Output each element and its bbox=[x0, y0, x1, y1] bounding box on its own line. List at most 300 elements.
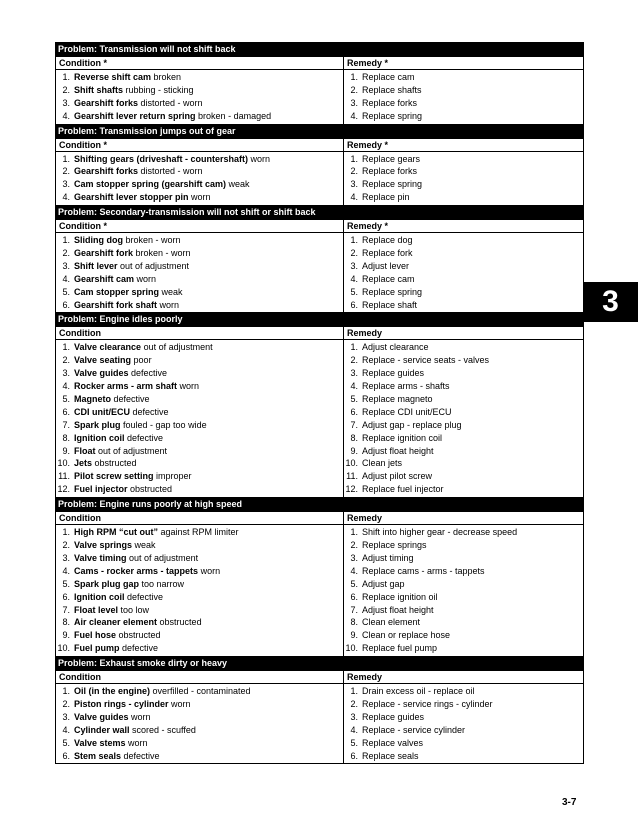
condition-detail: broken - worn bbox=[123, 235, 181, 246]
troubleshooting-table bbox=[55, 42, 584, 764]
condition-item bbox=[56, 380, 343, 393]
condition-item bbox=[56, 737, 343, 750]
problem-title: Problem: Engine idles poorly bbox=[56, 313, 584, 327]
remedy-text: Replace shaft bbox=[362, 299, 418, 310]
item-number: 1. bbox=[350, 235, 358, 246]
item-number: 4. bbox=[350, 110, 358, 121]
condition-header: Condition bbox=[56, 327, 344, 340]
condition-detail: defective bbox=[111, 394, 150, 405]
item-number: 3. bbox=[62, 179, 70, 190]
item-number: 2. bbox=[62, 248, 70, 259]
condition-part: Valve stems bbox=[74, 737, 126, 748]
remedy-header: Remedy bbox=[344, 671, 584, 684]
condition-part: Reverse shift cam bbox=[74, 72, 152, 82]
condition-part: Ignition coil bbox=[74, 591, 125, 602]
condition-part: Fuel pump bbox=[74, 643, 120, 654]
condition-item bbox=[56, 367, 343, 380]
item-number: 2. bbox=[62, 698, 70, 709]
condition-detail: fouled - gap too wide bbox=[120, 419, 207, 430]
condition-detail: weak bbox=[226, 179, 250, 190]
condition-item bbox=[56, 299, 343, 312]
condition-detail: defective bbox=[128, 368, 168, 379]
remedy-text: Replace ignition oil bbox=[362, 591, 438, 602]
item-number: 3. bbox=[62, 711, 70, 722]
remedy-item bbox=[344, 470, 583, 483]
remedy-text: Replace - service cylinder bbox=[362, 724, 466, 735]
remedy-item bbox=[344, 273, 583, 286]
items-row bbox=[56, 684, 584, 764]
condition-part: Pilot screw setting bbox=[74, 471, 154, 482]
remedy-text: Replace guides bbox=[362, 711, 425, 722]
condition-detail: out of adjustment bbox=[117, 260, 190, 271]
condition-detail: poor bbox=[131, 355, 152, 366]
item-number: 3. bbox=[62, 552, 70, 563]
condition-part: Gearshift fork bbox=[74, 248, 134, 259]
item-number: 5. bbox=[350, 394, 358, 405]
remedy-text: Replace fuel injector bbox=[362, 484, 444, 495]
remedy-text: Clean or replace hose bbox=[362, 630, 451, 641]
item-number: 1. bbox=[350, 153, 358, 164]
remedy-text: Replace shafts bbox=[362, 84, 422, 95]
item-number: 2. bbox=[350, 166, 358, 177]
condition-list bbox=[56, 151, 344, 206]
remedy-item bbox=[344, 432, 583, 445]
remedy-text: Adjust pilot screw bbox=[362, 471, 433, 482]
item-number: 2. bbox=[350, 355, 358, 366]
remedy-text: Adjust gap bbox=[362, 578, 405, 589]
remedy-list bbox=[344, 151, 584, 206]
condition-part: Shifting gears (driveshaft - countershaft) bbox=[74, 153, 249, 164]
item-number: 1. bbox=[62, 527, 70, 538]
item-number: 8. bbox=[350, 432, 358, 443]
remedy-text: Shift into higher gear - decrease speed bbox=[362, 527, 518, 538]
condition-item bbox=[56, 153, 343, 166]
remedy-text: Replace dog bbox=[362, 235, 413, 246]
condition-detail: worn bbox=[198, 565, 221, 576]
remedy-item bbox=[344, 191, 583, 204]
condition-part: Fuel injector bbox=[74, 484, 128, 495]
condition-item bbox=[56, 178, 343, 191]
condition-item bbox=[56, 578, 343, 591]
condition-item bbox=[56, 470, 343, 483]
remedy-item bbox=[344, 406, 583, 419]
remedy-text: Adjust float height bbox=[362, 604, 434, 615]
condition-part: Stem seals bbox=[74, 750, 122, 761]
remedy-text: Replace magneto bbox=[362, 394, 433, 405]
remedy-item bbox=[344, 178, 583, 191]
remedy-item bbox=[344, 247, 583, 260]
item-number: 6. bbox=[350, 750, 358, 761]
condition-item bbox=[56, 642, 343, 655]
remedy-list bbox=[344, 525, 584, 657]
problem-row bbox=[56, 43, 584, 57]
item-number: 2. bbox=[62, 540, 70, 551]
condition-item bbox=[56, 419, 343, 432]
condition-detail: defective bbox=[121, 750, 160, 761]
remedy-item bbox=[344, 724, 583, 737]
item-number: 4. bbox=[62, 381, 70, 392]
problem-title: Problem: Exhaust smoke dirty or heavy bbox=[56, 657, 584, 671]
remedy-item bbox=[344, 153, 583, 166]
item-number: 3. bbox=[350, 179, 358, 190]
item-number: 8. bbox=[62, 432, 70, 443]
remedy-text: Replace cams - arms - tappets bbox=[362, 565, 485, 576]
condition-item bbox=[56, 191, 343, 204]
remedy-text: Replace - service seats - valves bbox=[362, 355, 490, 366]
remedy-header: Remedy bbox=[344, 327, 584, 340]
condition-item bbox=[56, 711, 343, 724]
remedy-text: Adjust gap - replace plug bbox=[362, 419, 462, 430]
item-number: 2. bbox=[350, 248, 358, 259]
item-number: 5. bbox=[62, 394, 70, 405]
condition-item bbox=[56, 526, 343, 539]
remedy-text: Replace seals bbox=[362, 750, 419, 761]
condition-detail: defective bbox=[124, 432, 164, 443]
condition-header: Condition bbox=[56, 512, 344, 525]
item-number: 4. bbox=[350, 381, 358, 392]
item-number: 5. bbox=[350, 286, 358, 297]
remedy-text: Replace cam bbox=[362, 72, 415, 82]
remedy-item bbox=[344, 97, 583, 110]
problem-row bbox=[56, 313, 584, 327]
item-number: 1. bbox=[62, 153, 70, 164]
remedy-text: Clean element bbox=[362, 617, 421, 628]
condition-detail: defective bbox=[124, 591, 164, 602]
remedy-item bbox=[344, 367, 583, 380]
remedy-text: Adjust lever bbox=[362, 260, 410, 271]
condition-item bbox=[56, 71, 343, 84]
item-number: 3. bbox=[350, 552, 358, 563]
remedy-item bbox=[344, 616, 583, 629]
item-number: 4. bbox=[350, 192, 358, 203]
items-row bbox=[56, 151, 584, 206]
condition-detail: out of adjustment bbox=[141, 342, 213, 353]
remedy-item bbox=[344, 260, 583, 273]
condition-detail: obstructed bbox=[127, 484, 173, 495]
items-row bbox=[56, 233, 584, 313]
remedy-header: Remedy * bbox=[344, 220, 584, 233]
item-number: 2. bbox=[350, 84, 358, 95]
item-number: 1. bbox=[350, 72, 358, 82]
condition-item bbox=[56, 552, 343, 565]
condition-part: Cylinder wall bbox=[74, 724, 130, 735]
condition-item bbox=[56, 750, 343, 763]
condition-part: Spark plug gap bbox=[74, 578, 140, 589]
remedy-text: Adjust timing bbox=[362, 552, 414, 563]
remedy-item bbox=[344, 299, 583, 312]
remedy-item bbox=[344, 526, 583, 539]
condition-part: Shift shafts bbox=[74, 84, 124, 95]
condition-list bbox=[56, 684, 344, 764]
item-number: 4. bbox=[62, 724, 70, 735]
condition-list bbox=[56, 70, 344, 125]
remedy-text: Adjust clearance bbox=[362, 342, 429, 353]
condition-item bbox=[56, 629, 343, 642]
condition-list bbox=[56, 233, 344, 313]
condition-detail: worn bbox=[188, 192, 211, 203]
condition-part: Float bbox=[74, 445, 96, 456]
remedy-text: Replace springs bbox=[362, 540, 427, 551]
problem-row bbox=[56, 657, 584, 671]
remedy-text: Drain excess oil - replace oil bbox=[362, 686, 475, 697]
remedy-item bbox=[344, 552, 583, 565]
condition-part: Cam stopper spring bbox=[74, 286, 160, 297]
remedy-item bbox=[344, 354, 583, 367]
remedy-item bbox=[344, 578, 583, 591]
remedy-header: Remedy * bbox=[344, 57, 584, 70]
remedy-text: Replace cam bbox=[362, 273, 415, 284]
condition-item bbox=[56, 110, 343, 123]
remedy-list bbox=[344, 70, 584, 125]
condition-detail: worn bbox=[177, 381, 200, 392]
remedy-item bbox=[344, 642, 583, 655]
remedy-item bbox=[344, 539, 583, 552]
column-header-row bbox=[56, 220, 584, 233]
condition-part: Gearshift lever stopper pin bbox=[74, 192, 189, 203]
problem-title: Problem: Engine runs poorly at high speed bbox=[56, 498, 584, 512]
item-number: 3. bbox=[350, 711, 358, 722]
remedy-item bbox=[344, 71, 583, 84]
remedy-text: Replace ignition coil bbox=[362, 432, 443, 443]
problem-title: Problem: Secondary-transmission will not shift or shift back bbox=[56, 206, 584, 220]
item-number: 5. bbox=[62, 286, 70, 297]
item-number: 4. bbox=[350, 565, 358, 576]
remedy-item bbox=[344, 591, 583, 604]
condition-detail: worn bbox=[248, 153, 271, 164]
item-number: 3. bbox=[62, 97, 70, 108]
remedy-text: Replace forks bbox=[362, 97, 418, 108]
condition-detail: against RPM limiter bbox=[158, 527, 239, 538]
condition-part: Shift lever bbox=[74, 260, 118, 271]
condition-detail: overfilled - contaminated bbox=[150, 686, 251, 697]
condition-detail: obstructed bbox=[92, 458, 137, 469]
items-row bbox=[56, 340, 584, 498]
condition-detail: improper bbox=[153, 471, 192, 482]
remedy-item bbox=[344, 110, 583, 123]
item-number: 5. bbox=[350, 737, 358, 748]
condition-detail: distorted - worn bbox=[138, 166, 203, 177]
item-number: 3. bbox=[350, 260, 358, 271]
condition-part: Spark plug bbox=[74, 419, 121, 430]
item-number: 9. bbox=[350, 445, 358, 456]
remedy-text: Replace valves bbox=[362, 737, 424, 748]
column-header-row bbox=[56, 327, 584, 340]
condition-part: Ignition coil bbox=[74, 432, 125, 443]
item-number: 6. bbox=[62, 406, 70, 417]
condition-header: Condition * bbox=[56, 220, 344, 233]
remedy-text: Replace CDI unit/ECU bbox=[362, 406, 452, 417]
condition-item bbox=[56, 234, 343, 247]
condition-part: Gearshift fork shaft bbox=[74, 299, 158, 310]
column-header-row bbox=[56, 57, 584, 70]
condition-detail: obstructed bbox=[157, 617, 202, 628]
condition-detail: worn bbox=[157, 299, 180, 310]
condition-item bbox=[56, 616, 343, 629]
condition-item bbox=[56, 165, 343, 178]
item-number: 10. bbox=[345, 643, 358, 654]
condition-item bbox=[56, 432, 343, 445]
condition-header: Condition * bbox=[56, 138, 344, 151]
condition-part: Gearshift cam bbox=[74, 273, 135, 284]
item-number: 3. bbox=[350, 368, 358, 379]
item-number: 3. bbox=[62, 368, 70, 379]
condition-item bbox=[56, 354, 343, 367]
condition-list bbox=[56, 525, 344, 657]
remedy-item bbox=[344, 419, 583, 432]
condition-part: CDI unit/ECU bbox=[74, 406, 130, 417]
remedy-text: Replace - service rings - cylinder bbox=[362, 698, 493, 709]
item-number: 4. bbox=[62, 110, 70, 121]
item-number: 1. bbox=[62, 342, 70, 353]
item-number: 1. bbox=[62, 235, 70, 246]
condition-header: Condition * bbox=[56, 57, 344, 70]
remedy-text: Replace fork bbox=[362, 248, 413, 259]
remedy-text: Replace spring bbox=[362, 179, 423, 190]
item-number: 8. bbox=[350, 617, 358, 628]
condition-part: Cam stopper spring (gearshift cam) bbox=[74, 179, 227, 190]
remedy-text: Replace fuel pump bbox=[362, 643, 438, 654]
item-number: 1. bbox=[350, 686, 358, 697]
remedy-item bbox=[344, 685, 583, 698]
condition-part: Gearshift forks bbox=[74, 166, 139, 177]
item-number: 5. bbox=[62, 578, 70, 589]
condition-part: Sliding dog bbox=[74, 235, 123, 246]
condition-part: Rocker arms - arm shaft bbox=[74, 381, 178, 392]
condition-detail: scored - scuffed bbox=[129, 724, 196, 735]
condition-detail: broken - worn bbox=[133, 248, 191, 259]
condition-detail: obstructed bbox=[116, 630, 161, 641]
condition-item bbox=[56, 457, 343, 470]
remedy-list bbox=[344, 233, 584, 313]
item-number: 2. bbox=[62, 166, 70, 177]
condition-detail: broken - damaged bbox=[195, 110, 272, 121]
remedy-text: Adjust float height bbox=[362, 445, 434, 456]
condition-part: High RPM “cut out” bbox=[74, 527, 158, 538]
column-header-row bbox=[56, 512, 584, 525]
column-header-row bbox=[56, 138, 584, 151]
condition-part: Jets bbox=[74, 458, 93, 469]
item-number: 1. bbox=[62, 686, 70, 697]
remedy-header: Remedy bbox=[344, 512, 584, 525]
problem-title: Problem: Transmission jumps out of gear bbox=[56, 124, 584, 138]
remedy-item bbox=[344, 341, 583, 354]
remedy-item bbox=[344, 483, 583, 496]
remedy-item bbox=[344, 737, 583, 750]
item-number: 4. bbox=[62, 565, 70, 576]
item-number: 5. bbox=[62, 737, 70, 748]
chapter-tab: 3 bbox=[583, 282, 638, 322]
condition-item bbox=[56, 406, 343, 419]
condition-part: Cams - rocker arms - tappets bbox=[74, 565, 199, 576]
condition-detail: defective bbox=[119, 643, 159, 654]
remedy-item bbox=[344, 565, 583, 578]
item-number: 1. bbox=[350, 527, 358, 538]
condition-detail: out of adjustment bbox=[126, 552, 199, 563]
item-number: 7. bbox=[62, 419, 70, 430]
condition-detail: worn bbox=[134, 273, 157, 284]
remedy-list bbox=[344, 684, 584, 764]
item-number: 10. bbox=[57, 643, 70, 654]
item-number: 4. bbox=[62, 192, 70, 203]
condition-part: Fuel hose bbox=[74, 630, 117, 641]
problem-row bbox=[56, 206, 584, 220]
item-number: 10. bbox=[345, 458, 358, 469]
condition-item bbox=[56, 393, 343, 406]
condition-part: Valve seating bbox=[74, 355, 132, 366]
item-number: 10. bbox=[57, 458, 70, 469]
remedy-item bbox=[344, 393, 583, 406]
remedy-text: Replace arms - shafts bbox=[362, 381, 450, 392]
remedy-text: Replace pin bbox=[362, 192, 410, 203]
remedy-item bbox=[344, 84, 583, 97]
item-number: 6. bbox=[350, 406, 358, 417]
item-number: 5. bbox=[350, 578, 358, 589]
item-number: 8. bbox=[62, 617, 70, 628]
condition-item bbox=[56, 604, 343, 617]
item-number: 2. bbox=[62, 355, 70, 366]
condition-detail: weak bbox=[159, 286, 183, 297]
item-number: 4. bbox=[350, 724, 358, 735]
item-number: 2. bbox=[350, 540, 358, 551]
item-number: 7. bbox=[62, 604, 70, 615]
condition-part: Gearshift lever return spring bbox=[74, 110, 196, 121]
problem-row bbox=[56, 124, 584, 138]
condition-list bbox=[56, 340, 344, 498]
page-number: 3-7 bbox=[562, 797, 577, 808]
item-number: 4. bbox=[350, 273, 358, 284]
items-row bbox=[56, 70, 584, 125]
item-number: 11. bbox=[58, 471, 70, 482]
item-number: 6. bbox=[62, 299, 70, 310]
remedy-text: Replace gears bbox=[362, 153, 421, 164]
items-row bbox=[56, 525, 584, 657]
item-number: 2. bbox=[62, 84, 70, 95]
remedy-text: Replace guides bbox=[362, 368, 425, 379]
item-number: 1. bbox=[62, 72, 70, 82]
condition-detail: worn bbox=[125, 737, 148, 748]
condition-item bbox=[56, 445, 343, 458]
item-number: 3. bbox=[62, 260, 70, 271]
item-number: 2. bbox=[350, 698, 358, 709]
condition-item bbox=[56, 565, 343, 578]
condition-detail: too low bbox=[118, 604, 150, 615]
remedy-text: Replace spring bbox=[362, 110, 423, 121]
remedy-list bbox=[344, 340, 584, 498]
condition-item bbox=[56, 247, 343, 260]
troubleshooting-document bbox=[55, 42, 583, 764]
condition-item bbox=[56, 341, 343, 354]
condition-item bbox=[56, 273, 343, 286]
problem-row bbox=[56, 498, 584, 512]
condition-detail: out of adjustment bbox=[95, 445, 168, 456]
condition-part: Magneto bbox=[74, 394, 111, 405]
condition-header: Condition bbox=[56, 671, 344, 684]
remedy-header: Remedy * bbox=[344, 138, 584, 151]
condition-item bbox=[56, 591, 343, 604]
condition-item bbox=[56, 698, 343, 711]
problem-title: Problem: Transmission will not shift back bbox=[56, 43, 584, 57]
condition-item bbox=[56, 260, 343, 273]
item-number: 12. bbox=[57, 484, 70, 495]
item-number: 12. bbox=[345, 484, 358, 495]
remedy-item bbox=[344, 750, 583, 763]
condition-part: Oil (in the engine) bbox=[74, 686, 150, 697]
remedy-text: Clean jets bbox=[362, 458, 403, 469]
condition-item bbox=[56, 483, 343, 496]
item-number: 11. bbox=[346, 471, 358, 482]
condition-item bbox=[56, 685, 343, 698]
condition-detail: broken bbox=[151, 72, 182, 82]
